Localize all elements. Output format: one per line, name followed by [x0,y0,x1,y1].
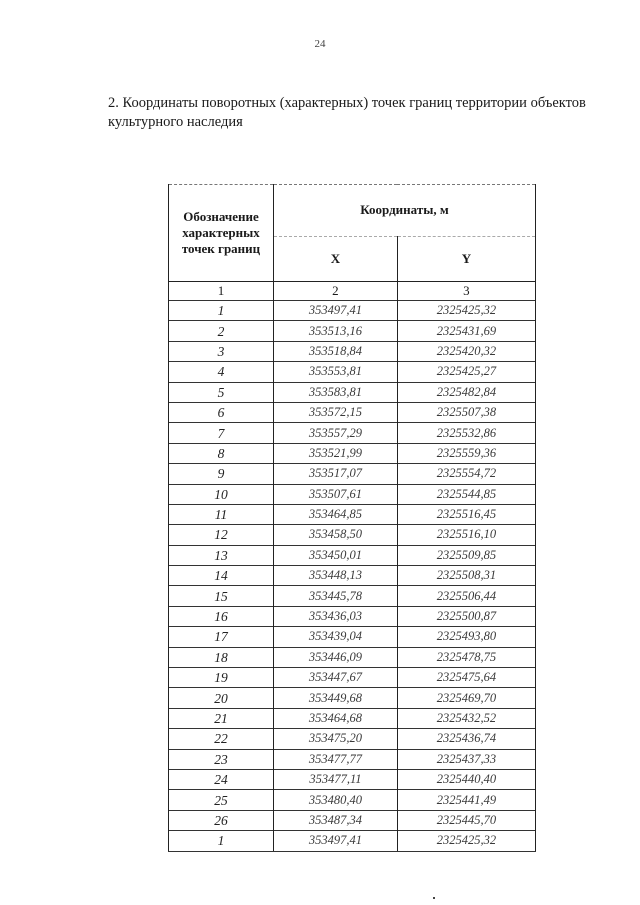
point-cell: 26 [169,810,274,830]
y-cell: 2325420,32 [397,341,535,361]
x-cell: 353487,34 [274,810,398,830]
point-cell: 5 [169,382,274,402]
table-row [169,810,536,830]
y-cell: 2325482,84 [397,382,535,402]
point-cell: 1 [169,301,274,321]
coordinates-table [168,184,536,852]
point-cell: 11 [169,504,274,524]
y-cell: 2325437,33 [397,749,535,769]
header-y: Y [397,236,535,281]
point-cell: 1 [169,831,274,851]
column-number-row [169,282,536,301]
x-cell: 353475,20 [274,729,398,749]
x-cell: 353436,03 [274,606,398,626]
point-cell: 15 [169,586,274,606]
header-x: X [274,236,398,281]
point-cell: 19 [169,668,274,688]
header-coordinates: Координаты, м [274,185,536,237]
x-cell: 353448,13 [274,566,398,586]
point-cell: 21 [169,708,274,728]
table-row [169,504,536,524]
table-row [169,769,536,789]
x-cell: 353450,01 [274,545,398,565]
table-row [169,606,536,626]
y-cell: 2325500,87 [397,606,535,626]
point-cell: 9 [169,464,274,484]
point-cell: 23 [169,749,274,769]
y-cell: 2325475,64 [397,668,535,688]
x-cell: 353513,16 [274,321,398,341]
table-row [169,627,536,647]
y-cell: 2325425,32 [397,301,535,321]
y-cell: 2325544,85 [397,484,535,504]
column-number: 2 [274,282,398,301]
point-cell: 12 [169,525,274,545]
table-row [169,321,536,341]
table-row [169,749,536,769]
point-cell: 13 [169,545,274,565]
y-cell: 2325516,45 [397,504,535,524]
y-cell: 2325431,69 [397,321,535,341]
point-cell: 17 [169,627,274,647]
y-cell: 2325432,52 [397,708,535,728]
point-cell: 16 [169,606,274,626]
y-cell: 2325559,36 [397,443,535,463]
table-row [169,729,536,749]
table-row [169,545,536,565]
y-cell: 2325441,49 [397,790,535,810]
point-cell: 18 [169,647,274,667]
y-cell: 2325478,75 [397,647,535,667]
point-cell: 2 [169,321,274,341]
header-designation: Обозначение характерных точек границ [169,185,274,282]
x-cell: 353458,50 [274,525,398,545]
table-row [169,566,536,586]
x-cell: 353477,77 [274,749,398,769]
y-cell: 2325507,38 [397,402,535,422]
x-cell: 353477,11 [274,769,398,789]
point-cell: 3 [169,341,274,361]
y-cell: 2325425,27 [397,362,535,382]
x-cell: 353553,81 [274,362,398,382]
x-cell: 353446,09 [274,647,398,667]
x-cell: 353464,85 [274,504,398,524]
point-cell: 20 [169,688,274,708]
x-cell: 353572,15 [274,402,398,422]
point-cell: 8 [169,443,274,463]
table-row [169,301,536,321]
y-cell: 2325516,10 [397,525,535,545]
x-cell: 353517,07 [274,464,398,484]
table-row [169,382,536,402]
x-cell: 353449,68 [274,688,398,708]
scan-mark [433,897,435,899]
x-cell: 353447,67 [274,668,398,688]
point-cell: 6 [169,402,274,422]
y-cell: 2325506,44 [397,586,535,606]
x-cell: 353464,68 [274,708,398,728]
x-cell: 353480,40 [274,790,398,810]
x-cell: 353497,41 [274,301,398,321]
table-row [169,362,536,382]
y-cell: 2325440,40 [397,769,535,789]
point-cell: 25 [169,790,274,810]
table-row [169,525,536,545]
y-cell: 2325508,31 [397,566,535,586]
y-cell: 2325554,72 [397,464,535,484]
table-row [169,586,536,606]
table-row [169,402,536,422]
x-cell: 353518,84 [274,341,398,361]
point-cell: 22 [169,729,274,749]
table-row [169,341,536,361]
x-cell: 353439,04 [274,627,398,647]
y-cell: 2325425,32 [397,831,535,851]
x-cell: 353557,29 [274,423,398,443]
y-cell: 2325509,85 [397,545,535,565]
page-number: 24 [314,38,326,50]
table-row [169,484,536,504]
x-cell: 353583,81 [274,382,398,402]
point-cell: 7 [169,423,274,443]
table-row [169,647,536,667]
y-cell: 2325493,80 [397,627,535,647]
table-row [169,464,536,484]
point-cell: 10 [169,484,274,504]
y-cell: 2325445,70 [397,810,535,830]
point-cell: 4 [169,362,274,382]
x-cell: 353497,41 [274,831,398,851]
point-cell: 24 [169,769,274,789]
table-row [169,443,536,463]
point-cell: 14 [169,566,274,586]
y-cell: 2325532,86 [397,423,535,443]
table-row [169,790,536,810]
column-number: 3 [397,282,535,301]
table-row [169,668,536,688]
table-row [169,708,536,728]
table-row [169,688,536,708]
y-cell: 2325436,74 [397,729,535,749]
table-row [169,423,536,443]
x-cell: 353507,61 [274,484,398,504]
section-heading: 2. Координаты поворотных (характерных) точек границ территории объектов культурного наследия [108,95,586,130]
y-cell: 2325469,70 [397,688,535,708]
table-row [169,831,536,851]
column-number: 1 [169,282,274,301]
x-cell: 353521,99 [274,443,398,463]
x-cell: 353445,78 [274,586,398,606]
